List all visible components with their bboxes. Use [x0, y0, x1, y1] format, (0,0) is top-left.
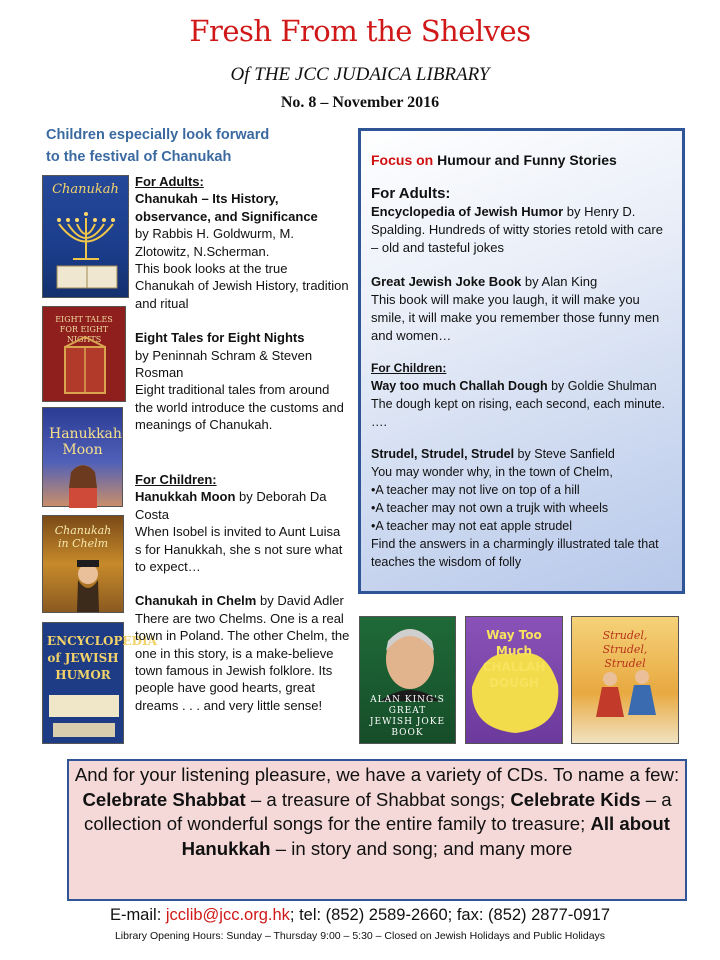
- email-label: E-mail:: [109, 906, 166, 924]
- book-description: The dough kept on rising, each second, each minute. ….: [371, 397, 665, 429]
- newsletter-subtitle: Of THE JCC JUDAICA LIBRARY: [230, 64, 490, 85]
- book-author: by Deborah Da Costa: [135, 489, 327, 522]
- book-title: Hanukkah Moon: [135, 489, 236, 505]
- bullet-item: •A teacher may not live on top of a hill: [371, 483, 580, 497]
- book-title: Strudel, Strudel, Strudel: [371, 447, 515, 461]
- cd-description: – a treasure of Shabbat songs;: [245, 788, 511, 810]
- book-title: Eight Tales for Eight Nights: [135, 330, 305, 346]
- book-author: by Alan King: [521, 274, 598, 289]
- eight-tales-cover: [42, 306, 126, 402]
- cover-title: Chanukah in Chelm: [54, 524, 112, 550]
- contact-line: [0, 906, 720, 925]
- cover-title: Way Too Much CHALLAH DOUGH: [482, 628, 546, 690]
- book-author: by Goldie Shulman: [547, 379, 657, 393]
- intro-line-2: to the festival of Chanukah: [46, 149, 232, 165]
- strudel-cover: [571, 616, 679, 744]
- cover-band: [49, 695, 119, 717]
- newsletter-title: Fresh From the Shelves: [189, 14, 531, 48]
- girl-illustration-icon: [43, 458, 124, 508]
- email-link[interactable]: jcclib@jcc.org.hk: [165, 906, 290, 924]
- book-author: by Peninnah Schram & Steven Rosman: [135, 347, 313, 381]
- book-author: by Henry D. Spalding.: [371, 204, 636, 237]
- book-title: Chanukah in Chelm: [135, 593, 257, 609]
- cds-intro: And for your listening pleasure, we have a variety of CDs. To name a few:: [74, 764, 680, 785]
- rabbi-illustration-icon: [43, 556, 125, 612]
- portrait-icon: [360, 621, 457, 701]
- issue-number: No. 8 – November 2016: [280, 94, 440, 111]
- phone-fax: ; tel: (852) 2589-2660; fax: (852) 2877-0917: [289, 906, 611, 924]
- menorah-icon: [43, 204, 130, 299]
- adults-heading: For Adults:: [135, 174, 204, 189]
- cover-title: ENCYCLOPEDIA of JEWISH HUMOR: [47, 634, 157, 682]
- cd-title: Celebrate Kids: [510, 788, 641, 810]
- book-author: by Rabbis H. Goldwurm, M. Zlotowitz, N.Scherman.: [135, 226, 294, 259]
- focus-on-label: Focus on: [371, 152, 434, 168]
- alan-king-cover: [359, 616, 456, 744]
- book-description: You may wonder why, in the town of Chelm,: [371, 465, 613, 479]
- book-title: Great Jewish Joke Book: [371, 274, 522, 289]
- book-author: by David Adler: [256, 593, 344, 609]
- cd-description: – in story and song; and many more: [270, 837, 573, 859]
- cover-title: EIGHT TALES FOR EIGHT NIGHTS: [55, 315, 113, 344]
- encyclopedia-jewish-humor-cover: [42, 622, 157, 744]
- book-description: When Isobel is invited to Aunt Luisa s for Hanukkah, she s not sure what to expect…: [135, 524, 343, 575]
- cover-title: ALAN KING'S GREAT JEWISH JOKE BOOK: [369, 695, 446, 738]
- intro-text: [46, 124, 336, 168]
- book-title: Encyclopedia of Jewish Humor: [371, 204, 564, 219]
- book-description: Eight traditional tales from around the world introduce the customs and meanings of Chanukah.: [135, 382, 344, 433]
- book-description: Hundreds of witty stories retold with care – old and tasteful jokes: [371, 222, 663, 255]
- dancing-figures-icon: [572, 665, 680, 735]
- opening-hours: Library Opening Hours: Sunday – Thursday 9:00 – 5:30 – Closed on Jewish Holidays and Public Holidays: [114, 930, 606, 942]
- book-description: There are two Chelms. One is a real town in Poland. The other Chelm, the one in this story, is a make-believe town famous in Jewish folklore. Its people have good hearts, great dreams . . . and very little sense!: [135, 610, 350, 713]
- chanukah-history-cover: [42, 175, 129, 298]
- book-title: Chanukah – Its History, observance, and Significance: [135, 191, 318, 224]
- cd-title: Celebrate Shabbat: [82, 788, 246, 810]
- children-heading: For Children:: [135, 472, 217, 487]
- cd-description: – a collection of wonderful songs for the entire family to treasure;: [84, 788, 672, 834]
- focus-children-heading: For Children:: [371, 361, 447, 375]
- bullet-item: •A teacher may not eat apple strudel: [371, 519, 573, 533]
- cover-author-band: [53, 723, 115, 737]
- adults-books-section: [135, 173, 350, 434]
- cover-title: Hanukkah Moon: [49, 426, 122, 458]
- book-author: by Steve Sanfield: [514, 447, 615, 461]
- ark-icon: [43, 341, 127, 401]
- book-description: Find the answers in a charmingly illustrated tale that teaches the wisdom of folly: [371, 537, 659, 569]
- focus-topic: Humour and Funny Stories: [437, 152, 617, 168]
- cd-title: All about Hanukkah: [181, 813, 670, 859]
- book-title: Way too much Challah Dough: [371, 379, 548, 393]
- chanukah-in-chelm-cover: [42, 515, 124, 613]
- bullet-item: •A teacher may not own a trujk with wheels: [371, 501, 609, 515]
- focus-box: [358, 128, 685, 594]
- intro-line-1: Children especially look forward: [46, 127, 270, 143]
- children-books-section: [135, 471, 350, 714]
- hanukkah-moon-cover: [42, 407, 123, 507]
- cover-title: Chanukah: [52, 182, 119, 197]
- book-description: This book will make you laugh, it will make you smile, it will make you remember those funny men and women…: [371, 292, 660, 343]
- book-description: This book looks at the true Chanukah of Jewish History, tradition and ritual: [135, 261, 349, 311]
- cds-box: [67, 759, 687, 901]
- focus-adults-heading: For Adults:: [371, 185, 451, 202]
- challah-dough-cover: [465, 616, 563, 744]
- cover-title: Strudel, Strudel, Strudel: [602, 629, 648, 670]
